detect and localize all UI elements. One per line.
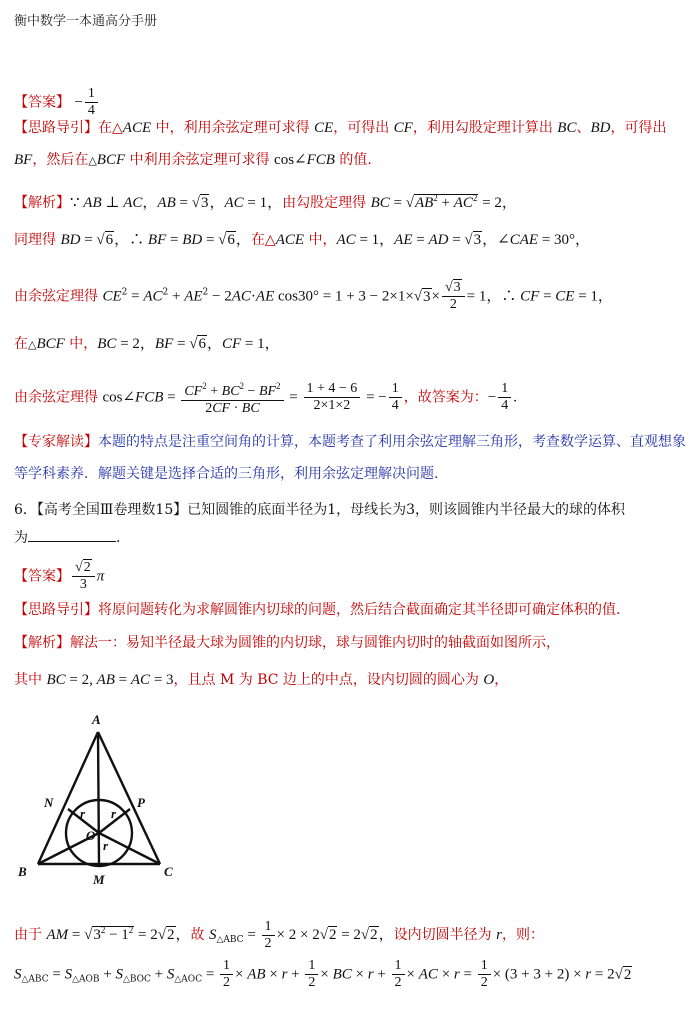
label-P: P	[137, 795, 145, 810]
q6-analysis-line2: 其中 BC = 2, AB = AC = 3，且点 M 为 BC 边上的中点，设内切圆的圆心为 O，	[14, 672, 509, 688]
q6-analysis-line3: 由于 AM = $√3^2 - 1^2 = 2√2$，故 $S_{\triangle ABC}$ = $\frac{1}{2}$ × 2 × 2√2 = 2√2，设内切圆半径为 r，则：	[14, 918, 544, 951]
q5-expert-line1: 【专家解读】本题的特点是注重空间角的计算，本题考查了利用余弦定理解三角形，考查数学运算、直观想象	[14, 434, 686, 450]
q5-analysis-line5: 由余弦定理得 cos∠FCB = $\frac{CF^2 + BC^2 - BF^2}{2CF \cdot BC}$ = $\frac{1 + 4 - 6}{2\times 1\times 2}$ = − $\frac{1}{4}$ ，故答案为：− $\frac{1}{4}$ .	[14, 378, 681, 417]
q5-analysis-line1: 【解析】∵ AB ⊥ AC，AB = √3，AC = 1，由勾股定理得 BC = $√AB^2 + AC^2 = 2$，	[14, 193, 517, 211]
altitude-AM	[98, 732, 99, 864]
answer-blank	[28, 529, 116, 542]
label-B: B	[18, 864, 27, 879]
expert-tag: 【专家解读】	[14, 434, 98, 450]
q6-stem-line1: 6．【高考全国Ⅲ卷理数15】已知圆锥的底面半径为1，母线长为3，则该圆锥内半径最大的球的体积	[14, 502, 626, 518]
label-C: C	[164, 864, 173, 879]
q5-expert-line2: 等学科素养．解题关键是选择合适的三角形，利用余弦定理解决问题.	[14, 466, 439, 482]
cone-cross-section-figure	[14, 708, 194, 888]
q5-hint-line1: 【思路导引】在△ACE 中，利用余弦定理可求得 CE，可得出 CF，利用勾股定理计算出 BC、BD，可得出	[14, 120, 667, 136]
q6-analysis-line1: 【解析】解法一：易知半径最大球为圆锥的内切球，球与圆锥内切时的轴截面如图所示，	[14, 635, 560, 651]
hint-tag: 【思路导引】	[14, 120, 98, 136]
q5-hint-line2: BF，然后在△BCF 中利用余弦定理可求得 cos∠FCB 的值.	[14, 152, 372, 168]
q6-analysis-line4: $S_{\triangle ABC} = S_{\triangle AOB} + S_{\triangle BOC} + S_{\triangle AOC}$ = $\frac{1}{2}$ × AB × r + $\frac{1}{2}$ × BC × r + $\frac{1}{2}$ × AC × r = $\frac{1}{2}$ × (3 + 3 + 2) × r = 2√2	[14, 958, 632, 990]
q6-stem-line2: 为 .	[14, 530, 121, 546]
answer-tag: 【答案】	[14, 94, 70, 111]
q5-analysis-line3: 由余弦定理得 $CE^2 = AC^2 + AE^2 - 2AC\cdot AE$ cos30° = 1 + 3 − 2×1×√3× $\frac{√3}{2}$ = 1，∴ CF = CE = 1，	[14, 280, 613, 312]
label-N: N	[44, 795, 54, 810]
q6-answer-line: 【答案】 $\frac{√2}{3}$ π	[14, 560, 105, 592]
q6-answer-value: $\frac{√2}{3}$	[72, 560, 95, 593]
label-r-bottom: r	[103, 838, 109, 853]
q5-answer-line: 【答案】 − $\frac{1}{4}$	[14, 86, 681, 119]
label-r-left: r	[80, 806, 86, 821]
label-O: O	[86, 828, 96, 843]
q5-answer-value: $\frac{1}{4}$	[85, 86, 98, 119]
page-header: 衡中数学一本通高分手册	[14, 14, 158, 29]
analysis-tag: 【解析】	[14, 195, 70, 211]
label-A: A	[92, 712, 101, 727]
q6-hint-line: 【思路导引】将原问题转化为求解圆锥内切球的问题，然后结合截面确定其半径即可确定体积的值.	[14, 602, 621, 618]
segment-OC	[99, 833, 160, 864]
label-M: M	[93, 872, 105, 887]
q5-analysis-line2: 同理得 BD = √6，∴ BF = BD = √6，在△ACE 中，AC = 1，AE = AD = √3，∠CAE = 30°，	[14, 232, 591, 248]
q5-analysis-line4: 在△BCF 中，BC = 2，BF = √6，CF = 1，	[14, 336, 280, 352]
label-r-right: r	[111, 806, 117, 821]
